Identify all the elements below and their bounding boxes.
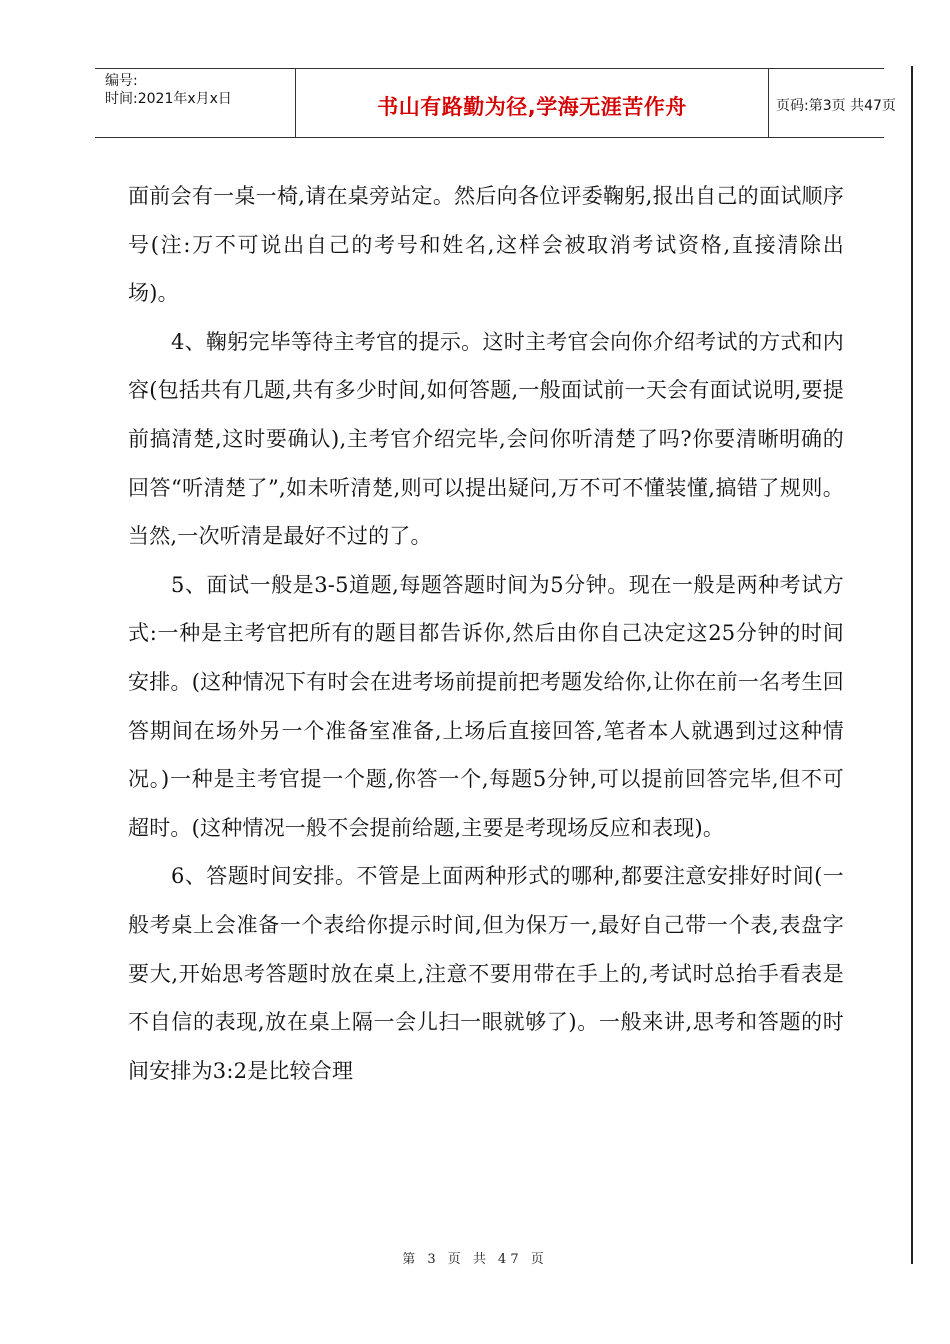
header-motto: 书山有路勤为径,学海无涯苦作舟 [377, 95, 687, 119]
header-motto-cell [295, 69, 769, 137]
header-info-cell [95, 69, 295, 137]
body-paragraph: 面前会有一桌一椅,请在桌旁站定。然后向各位评委鞠躬,报出自己的面试顺序号(注:万不可说出自己的考号和姓名,这样会被取消考试资格,直接清除出场)。 [128, 184, 844, 306]
document-time-label: 时间:2021年x月x日 [105, 91, 232, 107]
header-page-number: 页码:第3页 共47页 [776, 98, 896, 114]
body-paragraph: 5、面试一般是3-5道题,每题答题时间为5分钟。现在一般是两种考试方式:一种是主考官把所有的题目都告诉你,然后由你自己决定这25分钟的时间安排。(这种情况下有时会在进考场前提前把考题发给你,让你在前一名考生回答期间在场外另一个准备室准备,上场后直接回答,笔者本人就遇到过这种情况。)一种是主考官提一个题,你答一个,每题5分钟,可以提前回答完毕,但不可超时。(这种情况一般不会提前给题,主要是考现场反应和表现)。 [128, 572, 844, 840]
document-number-label: 编号: [105, 73, 138, 89]
body-paragraph: 4、鞠躬完毕等待主考官的提示。这时主考官会向你介绍考试的方式和内容(包括共有几题,共有多少时间,如何答题,一般面试前一天会有面试说明,要提前搞清楚,这时要确认),主考官介绍完毕,会问你听清楚了吗?你要清晰明确的回答“听清楚了”,如未听清楚,则可以提出疑问,万不可不懂装懂,搞错了规则。当然,一次听清是最好不过的了。 [128, 329, 844, 549]
page-right-border [911, 66, 913, 1264]
page-footer: 第 3 页 共 47 页 [402, 1252, 548, 1267]
page-header [95, 68, 896, 138]
document-body [128, 172, 844, 1095]
header-page-cell [768, 69, 896, 137]
body-paragraph: 6、答题时间安排。不管是上面两种形式的哪种,都要注意安排好时间(一般考桌上会准备一个表给你提示时间,但为保万一,最好自己带一个表,表盘字要大,开始思考答题时放在桌上,注意不要用带在手上的,考试时总抬手看表是不自信的表现,放在桌上隔一会儿扫一眼就够了)。一般来讲,思考和答题的时间安排为3:2是比较合理 [128, 864, 844, 1083]
